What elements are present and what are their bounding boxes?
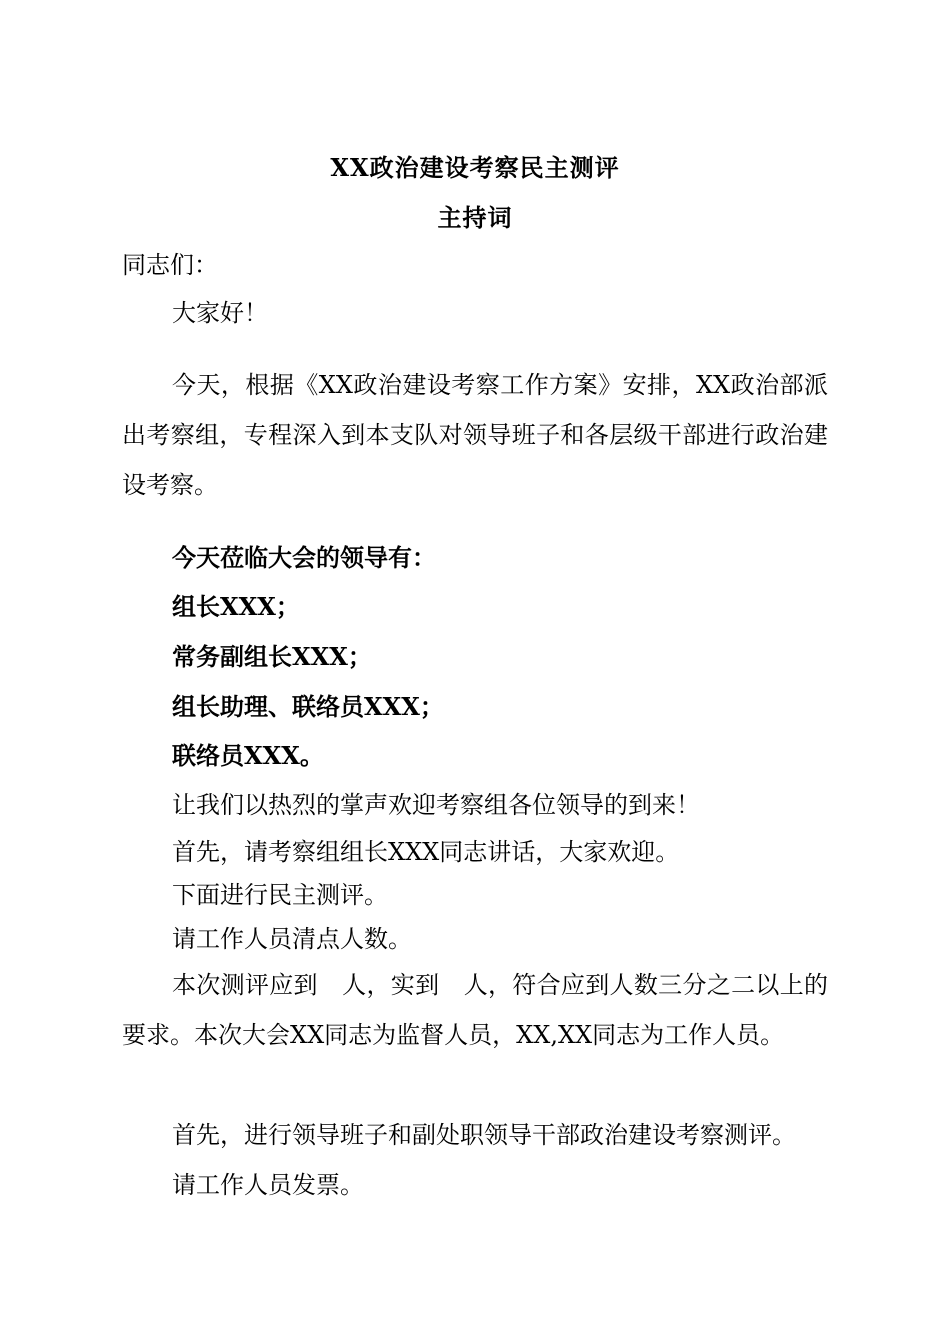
ballot-request-line: 请工作人员发票。 [172, 1171, 364, 1199]
leader-item: 常务副组长XXX； [172, 642, 372, 671]
welcome-line: 让我们以热烈的掌声欢迎考察组各位领导的到来！ [172, 791, 700, 819]
leader-item: 联络员XXX。 [172, 741, 324, 770]
greeting: 大家好！ [172, 299, 268, 327]
count-request-line: 请工作人员清点人数。 [172, 925, 412, 953]
leader-item: 组长助理、联络员XXX； [172, 692, 444, 721]
next-step-line: 下面进行民主测评。 [172, 881, 388, 909]
leaders-heading: 今天莅临大会的领导有： [172, 543, 436, 572]
leader-item: 组长XXX； [172, 592, 300, 621]
speech-line: 首先，请考察组组长XXX同志讲话，大家欢迎。 [172, 838, 680, 866]
salutation: 同志们： [122, 251, 218, 279]
document-title: XX政治建设考察民主测评 [330, 153, 620, 182]
document-subtitle: 主持词 [437, 203, 513, 232]
intro-paragraph: 今天，根据《XX政治建设考察工作方案》安排，XX政治部派出考察组，专程深入到本支队对领导班子和各层级干部进行政治建设考察。 [122, 371, 828, 499]
attendance-paragraph: 本次测评应到 人，实到 人，符合应到人数三分之二以上的要求。本次大会XX同志为监督人员，XX,XX同志为工作人员。 [122, 971, 828, 1049]
evaluation-line: 首先，进行领导班子和副处职领导干部政治建设考察测评。 [172, 1121, 796, 1149]
